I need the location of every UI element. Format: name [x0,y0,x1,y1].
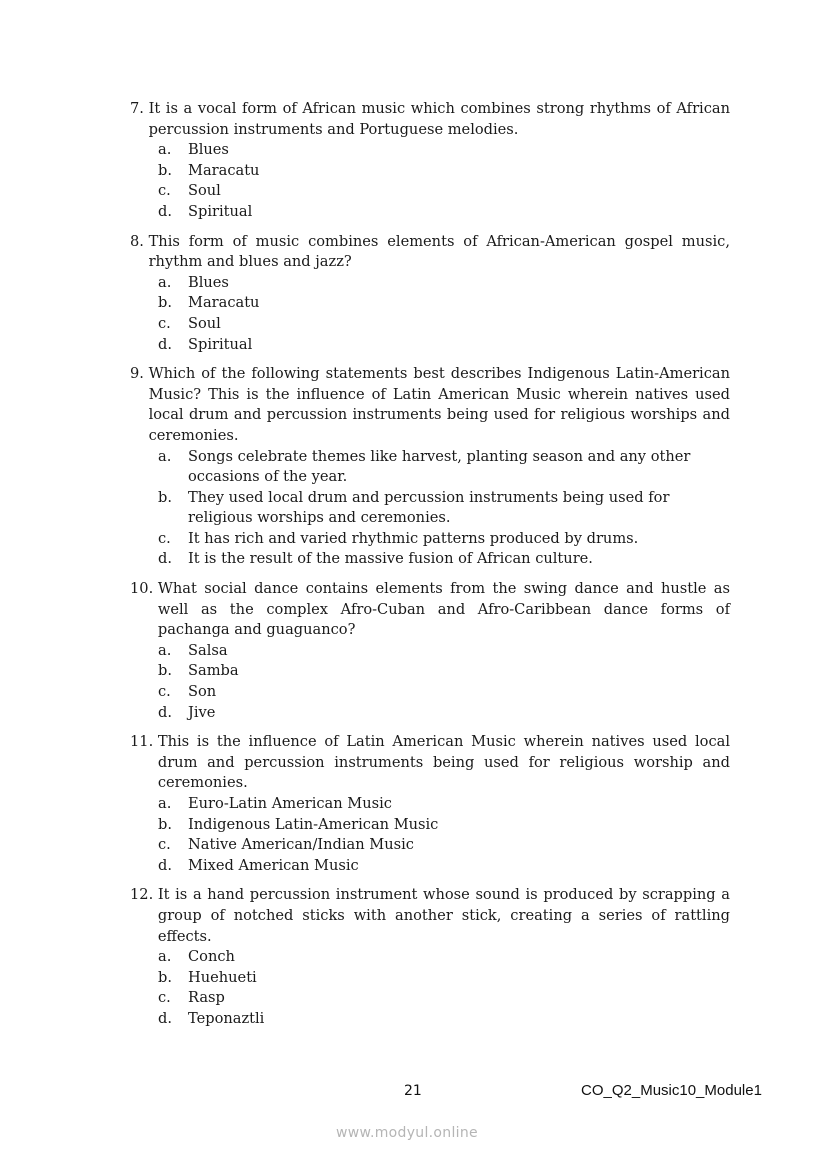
option-letter: d. [158,550,172,568]
option-text: Blues [188,141,229,159]
options-list [130,641,730,723]
question-number: 9. [130,365,149,383]
watermark: www.modyul.online [336,1125,478,1141]
option-letter: c. [158,529,171,547]
option-text: Native American/Indian Music [188,836,414,854]
option-d [130,703,730,724]
option-letter: a. [158,141,172,159]
question-text: It is a hand percussion instrument whose sound is produced by scrapping a group of notched sticks with another stick, creating a series of rattling effects. [157,886,730,945]
option-text: Blues [188,273,229,291]
option-c [130,529,730,550]
question-number: 7. [130,100,149,117]
option-text: Conch [188,948,235,966]
option-b [130,293,730,314]
question-number: 12. [130,886,158,904]
option-text: Indigenous Latin-American Music [188,815,439,833]
question-stem [130,364,730,446]
option-c [130,988,730,1009]
option-letter: a. [158,273,172,291]
option-letter: c. [158,989,171,1007]
quiz-content [130,99,730,1039]
question-9 [130,364,730,570]
option-text: Salsa [188,641,228,659]
options-list [130,273,730,355]
question-stem [130,232,730,273]
option-a [130,447,730,488]
option-d [130,1009,730,1030]
option-letter: c. [158,836,171,854]
option-letter: a. [158,948,172,966]
option-a [130,140,730,161]
option-letter: d. [158,202,172,220]
question-stem [130,579,730,641]
option-d [130,335,730,356]
option-text: Huehueti [188,968,257,986]
question-12 [130,885,730,1029]
option-a [130,794,730,815]
question-text: It is a vocal form of African music which combines strong rhythms of African percussion instruments and Portuguese melodies. [148,100,730,138]
option-b [130,161,730,182]
question-stem [130,885,730,947]
question-text: This form of music combines elements of African-American gospel music, rhythm and blues and jazz? [148,232,730,271]
option-text: Jive [188,703,216,721]
option-c [130,314,730,335]
module-code: CO_Q2_Music10_Module1 [581,1082,762,1099]
question-stem [130,732,730,794]
option-b [130,488,730,529]
option-letter: c. [158,683,171,701]
option-text: Maracatu [188,161,260,179]
option-c [130,835,730,856]
option-text: Mixed American Music [188,856,359,874]
question-text: This is the influence of Latin American Music wherein natives used local drum and percussion instruments being used for religious worship and ceremonies. [157,733,730,792]
options-list [130,947,730,1029]
option-a [130,641,730,662]
option-letter: a. [158,447,172,465]
options-list [130,447,730,571]
option-letter: d. [158,1009,172,1027]
question-number: 11. [130,733,158,751]
option-text: Rasp [188,989,225,1007]
option-letter: d. [158,703,172,721]
option-a [130,947,730,968]
question-text: What social dance contains elements from the swing dance and hustle as well as the complex Afro-Cuban and Afro-Caribbean dance forms of pachanga and guaguanco? [157,580,730,639]
option-text: Soul [188,314,221,332]
option-text: Spiritual [188,202,253,220]
option-a [130,273,730,294]
option-b [130,661,730,682]
option-letter: c. [158,182,171,200]
question-number: 10. [130,580,158,598]
option-letter: b. [158,161,172,179]
option-c [130,181,730,202]
option-letter: a. [158,795,172,812]
option-text: Teponaztli [188,1009,265,1027]
option-text: Euro-Latin American Music [188,795,392,812]
option-text: Soul [188,182,221,200]
option-text: Samba [188,662,239,680]
option-d [130,202,730,223]
question-8 [130,232,730,356]
option-b [130,815,730,836]
option-text: It has rich and varied rhythmic patterns produced by drums. [188,529,639,547]
option-c [130,682,730,703]
option-letter: b. [158,294,172,312]
option-letter: d. [158,335,172,353]
option-d [130,549,730,570]
option-text: They used local drum and percussion instruments being used for religious worships and ceremonies. [188,488,670,527]
option-text: It is the result of the massive fusion of African culture. [188,550,593,568]
option-text: Songs celebrate themes like harvest, planting season and any other occasions of the year. [188,447,691,486]
page-number: 21 [404,1083,422,1099]
option-letter: b. [158,662,172,680]
option-d [130,856,730,877]
option-letter: b. [158,968,172,986]
option-letter: a. [158,641,172,659]
question-10 [130,579,730,723]
question-number: 8. [130,232,149,250]
option-letter: b. [158,815,172,833]
option-text: Spiritual [188,335,253,353]
question-11 [130,732,730,876]
option-letter: b. [158,488,172,506]
option-b [130,968,730,989]
options-list [130,140,730,222]
question-7 [130,99,730,223]
option-text: Son [188,683,217,701]
options-list [130,794,730,876]
question-text: Which of the following statements best describes Indigenous Latin-American Music? This is the influence of Latin American Music wherein natives used local drum and percussion instruments being used for religious worships and ceremonies. [148,365,730,444]
question-stem [130,99,730,140]
option-letter: d. [158,856,172,874]
option-letter: c. [158,314,171,332]
option-text: Maracatu [188,294,260,312]
